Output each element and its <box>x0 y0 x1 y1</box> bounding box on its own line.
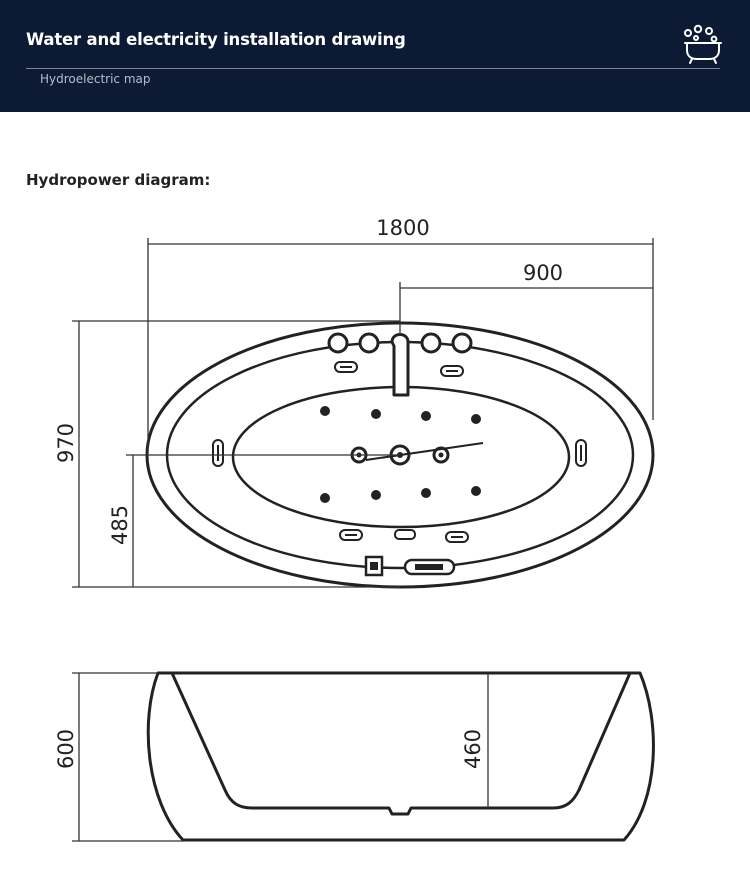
dim-inner-depth: 460 <box>461 728 485 770</box>
water-jet <box>471 486 481 496</box>
water-jet <box>371 490 381 500</box>
water-jet <box>421 411 431 421</box>
dim-half-width: 485 <box>108 504 132 546</box>
control-knob <box>329 334 347 352</box>
rim-jet <box>395 530 415 539</box>
page-subtitle: Hydroelectric map <box>40 72 151 86</box>
dim-overall-height: 600 <box>54 728 78 770</box>
water-jet <box>421 488 431 498</box>
water-jet <box>371 409 381 419</box>
section-label: Hydropower diagram: <box>26 171 211 189</box>
page-title: Water and electricity installation drawing <box>26 30 406 49</box>
dim-half-length: 900 <box>522 261 564 285</box>
dim-overall-width: 970 <box>54 422 78 464</box>
tub-inner-profile <box>172 673 630 814</box>
side-view <box>148 673 653 840</box>
control-knob <box>453 334 471 352</box>
control-knob <box>422 334 440 352</box>
water-jet <box>320 406 330 416</box>
dim-overall-length: 1800 <box>376 216 430 240</box>
water-jet <box>471 414 481 424</box>
side-dimension-lines <box>72 673 488 841</box>
faucet-spout <box>392 335 408 396</box>
control-knob <box>360 334 378 352</box>
water-jet <box>320 493 330 503</box>
